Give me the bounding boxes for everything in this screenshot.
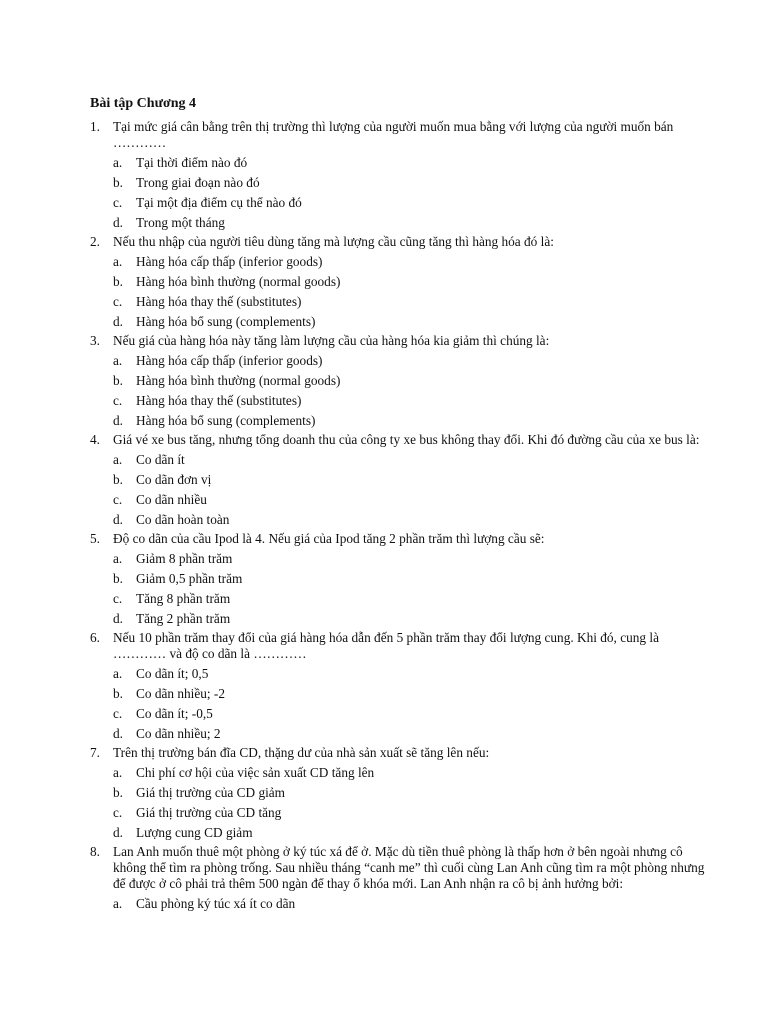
question <box>90 531 708 627</box>
question-number: 6. <box>90 630 100 645</box>
question-stem <box>90 234 708 250</box>
answer-option <box>113 726 708 742</box>
option-text: Giá thị trường của CD giảm <box>136 785 286 800</box>
answer-option <box>113 314 708 330</box>
answer-option <box>113 175 708 191</box>
option-text: Giá thị trường của CD tăng <box>136 805 282 820</box>
question <box>90 844 708 912</box>
question-number: 2. <box>90 234 100 249</box>
option-letter: a. <box>113 765 123 780</box>
option-text: Co dãn nhiều <box>136 492 207 507</box>
option-text: Chi phí cơ hội của việc sản xuất CD tăng lên <box>136 765 375 780</box>
document-title: Bài tập Chương 4 <box>90 96 197 111</box>
question-text: Độ co dãn của cầu Ipod là 4. Nếu giá của Ipod tăng 2 phần trăm thì lượng cầu sẽ: <box>113 531 545 546</box>
option-letter: c. <box>113 195 123 210</box>
option-text: Hàng hóa thay thế (substitutes) <box>136 294 302 309</box>
option-text: Hàng hóa bổ sung (complements) <box>136 413 316 428</box>
option-list <box>113 155 708 231</box>
question-text: Tại mức giá cân bằng trên thị trường thì lượng của người muốn mua bằng với lượng của người muốn bán ………… <box>113 119 674 150</box>
question-text: Giá vé xe bus tăng, nhưng tổng doanh thu của công ty xe bus không thay đổi. Khi đó đường cầu của xe bus là: <box>113 432 700 447</box>
answer-option <box>113 294 708 310</box>
option-text: Hàng hóa cấp thấp (inferior goods) <box>136 353 323 368</box>
question-list <box>90 119 708 912</box>
option-letter: b. <box>113 571 123 586</box>
answer-option <box>113 373 708 389</box>
option-letter: a. <box>113 896 123 911</box>
answer-option <box>113 472 708 488</box>
option-letter: a. <box>113 254 123 269</box>
question-text: Nếu 10 phần trăm thay đổi của giá hàng hóa dẫn đến 5 phần trăm thay đổi lượng cung. Khi đó, cung là ………… và độ co dãn là ………… <box>113 630 659 661</box>
question-text: Nếu giá của hàng hóa này tăng làm lượng cầu của hàng hóa kia giảm thì chúng là: <box>113 333 550 348</box>
answer-option <box>113 825 708 841</box>
option-text: Lượng cung CD giảm <box>136 825 253 840</box>
question-stem <box>90 844 708 892</box>
answer-option <box>113 215 708 231</box>
option-text: Hàng hóa bình thường (normal goods) <box>136 274 341 289</box>
option-text: Tăng 8 phần trăm <box>136 591 231 606</box>
option-text: Tăng 2 phần trăm <box>136 611 231 626</box>
question <box>90 119 708 231</box>
option-letter: c. <box>113 591 123 606</box>
option-letter: c. <box>113 492 123 507</box>
answer-option <box>113 274 708 290</box>
option-letter: d. <box>113 413 123 428</box>
answer-option <box>113 155 708 171</box>
option-text: Hàng hóa bổ sung (complements) <box>136 314 316 329</box>
answer-option <box>113 393 708 409</box>
answer-option <box>113 785 708 801</box>
option-letter: c. <box>113 805 123 820</box>
answer-option <box>113 706 708 722</box>
option-list <box>113 353 708 429</box>
option-letter: a. <box>113 551 123 566</box>
question-stem <box>90 531 708 547</box>
option-letter: d. <box>113 611 123 626</box>
question-text: Nếu thu nhập của người tiêu dùng tăng mà lượng cầu cũng tăng thì hàng hóa đó là: <box>113 234 554 249</box>
option-list <box>113 254 708 330</box>
answer-option <box>113 452 708 468</box>
option-letter: d. <box>113 825 123 840</box>
option-text: Co dãn đơn vị <box>136 472 212 487</box>
question <box>90 432 708 528</box>
option-letter: b. <box>113 373 123 388</box>
question-stem <box>90 630 708 662</box>
option-letter: c. <box>113 393 123 408</box>
answer-option <box>113 765 708 781</box>
answer-option <box>113 896 708 912</box>
answer-option <box>113 611 708 627</box>
option-letter: b. <box>113 274 123 289</box>
option-letter: b. <box>113 472 123 487</box>
option-text: Tại một địa điểm cụ thể nào đó <box>136 195 302 210</box>
question-number: 8. <box>90 844 100 859</box>
option-letter: c. <box>113 706 123 721</box>
option-text: Co dãn ít; -0,5 <box>136 706 213 721</box>
question <box>90 234 708 330</box>
option-list <box>113 896 708 912</box>
answer-option <box>113 413 708 429</box>
option-list <box>113 765 708 841</box>
option-text: Co dãn ít <box>136 452 185 467</box>
answer-option <box>113 195 708 211</box>
option-text: Hàng hóa cấp thấp (inferior goods) <box>136 254 323 269</box>
option-letter: d. <box>113 215 123 230</box>
option-text: Cầu phòng ký túc xá ít co dãn <box>136 896 296 911</box>
option-text: Co dãn nhiều; 2 <box>136 726 221 741</box>
option-letter: c. <box>113 294 123 309</box>
option-text: Co dãn hoàn toàn <box>136 512 230 527</box>
question-stem <box>90 333 708 349</box>
option-text: Giảm 0,5 phần trăm <box>136 571 243 586</box>
option-letter: a. <box>113 353 123 368</box>
answer-option <box>113 254 708 270</box>
answer-option <box>113 666 708 682</box>
answer-option <box>113 512 708 528</box>
answer-option <box>113 551 708 567</box>
question <box>90 333 708 429</box>
option-list <box>113 666 708 742</box>
option-list <box>113 551 708 627</box>
option-text: Co dãn nhiều; -2 <box>136 686 226 701</box>
option-letter: d. <box>113 512 123 527</box>
question-number: 5. <box>90 531 100 546</box>
question-stem <box>90 119 708 151</box>
option-letter: b. <box>113 785 123 800</box>
option-text: Hàng hóa thay thế (substitutes) <box>136 393 302 408</box>
option-letter: d. <box>113 726 123 741</box>
question-text: Trên thị trường bán đĩa CD, thặng dư của nhà sản xuất sẽ tăng lên nếu: <box>113 745 490 760</box>
option-text: Trong giai đoạn nào đó <box>136 175 260 190</box>
question-number: 1. <box>90 119 100 134</box>
answer-option <box>113 686 708 702</box>
option-letter: a. <box>113 666 123 681</box>
option-letter: b. <box>113 175 123 190</box>
question <box>90 630 708 742</box>
answer-option <box>113 492 708 508</box>
option-letter: a. <box>113 155 123 170</box>
answer-option <box>113 591 708 607</box>
option-text: Hàng hóa bình thường (normal goods) <box>136 373 341 388</box>
question-number: 7. <box>90 745 100 760</box>
question <box>90 745 708 841</box>
option-text: Co dãn ít; 0,5 <box>136 666 209 681</box>
option-letter: a. <box>113 452 123 467</box>
answer-option <box>113 353 708 369</box>
question-stem <box>90 432 708 448</box>
option-text: Giảm 8 phần trăm <box>136 551 233 566</box>
option-list <box>113 452 708 528</box>
answer-option <box>113 805 708 821</box>
question-number: 4. <box>90 432 100 447</box>
option-text: Trong một tháng <box>136 215 225 230</box>
option-letter: d. <box>113 314 123 329</box>
question-stem <box>90 745 708 761</box>
answer-option <box>113 571 708 587</box>
option-letter: b. <box>113 686 123 701</box>
option-text: Tại thời điểm nào đó <box>136 155 248 170</box>
question-number: 3. <box>90 333 100 348</box>
question-text: Lan Anh muốn thuê một phòng ở ký túc xá để ở. Mặc dù tiền thuê phòng là thấp hơn ở bên ngoài nhưng cô không thể tìm ra phòng trống. Sau nhiều tháng “canh me” thì cuối cùng Lan Anh cũng tìm ra một phòng nhưng để được ở cô phải trả thêm 500 ngàn để thay ổ khóa mới. Lan Anh nhận ra cô bị ảnh hưởng bởi: <box>113 844 705 891</box>
